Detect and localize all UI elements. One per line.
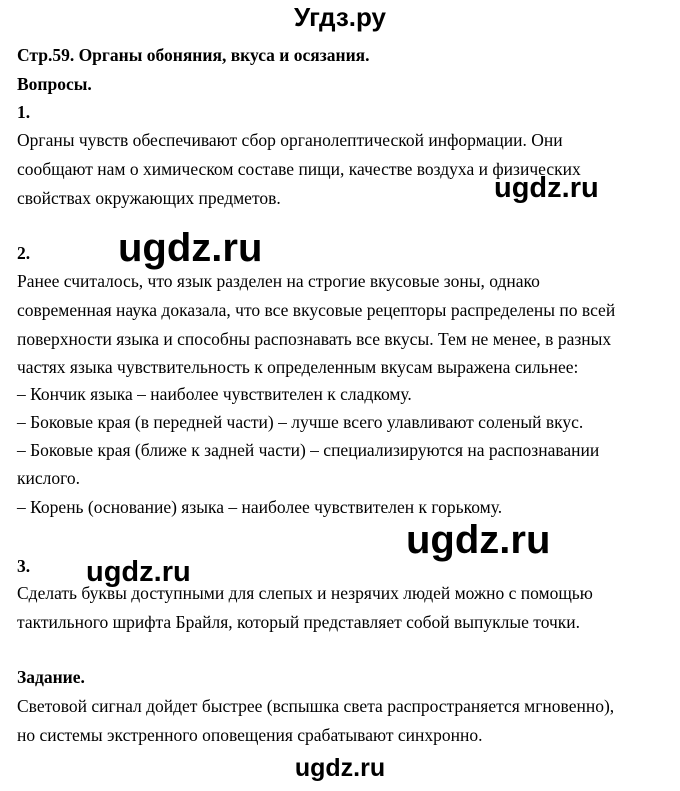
question-1-line: свойствах окружающих предметов. [17,188,281,208]
site-header-logo: Угдз.ру [294,2,386,32]
watermark: ugdz.ru [86,556,191,588]
watermark: ugdz.ru [494,172,599,204]
question-2-line: поверхности языка и способны распознавать все вкусы. Тем не менее, в разных [17,329,612,349]
watermark: ugdz.ru [406,518,551,562]
watermark: ugdz.ru [118,226,263,270]
question-2-line: кислого. [17,468,80,488]
task-heading: Задание. [17,667,85,687]
site-footer-logo: ugdz.ru [294,754,386,782]
page-title: Стр.59. Органы обоняния, вкуса и осязания. [17,45,370,65]
question-3-line: Сделать буквы доступными для слепых и незрячих людей можно с помощью [17,583,593,603]
task-line: Световой сигнал дойдет быстрее (вспышка света распространяется мгновенно), [17,696,615,716]
question-2-line: – Корень (основание) языка – наиболее чувствителен к горькому. [17,497,503,517]
question-2-line: – Боковые края (ближе к задней части) – специализируются на распознавании [17,440,600,460]
questions-heading: Вопросы. [17,74,92,94]
question-1-line: сообщают нам о химическом составе пищи, качестве воздуха и физических [17,159,581,179]
question-3-number: 3. [17,556,31,576]
question-1-line: Органы чувств обеспечивают сбор органолептической информации. Они [17,130,563,150]
question-1-number: 1. [17,102,31,122]
question-2-line: Ранее считалось, что язык разделен на строгие вкусовые зоны, однако [17,271,540,291]
question-2-line: частях языка чувствительность к определенным вкусам выражена сильнее: [17,357,579,377]
question-2-number: 2. [17,243,31,263]
question-2-line: – Боковые края (в передней части) – лучше всего улавливают соленый вкус. [17,412,584,432]
question-2-line: современная наука доказала, что все вкусовые рецепторы распределены по всей [17,300,616,320]
task-line: но системы экстренного оповещения срабатывают синхронно. [17,725,483,745]
question-2-line: – Кончик языка – наиболее чувствителен к сладкому. [17,384,412,404]
question-3-line: тактильного шрифта Брайля, который представляет собой выпуклые точки. [17,612,581,632]
